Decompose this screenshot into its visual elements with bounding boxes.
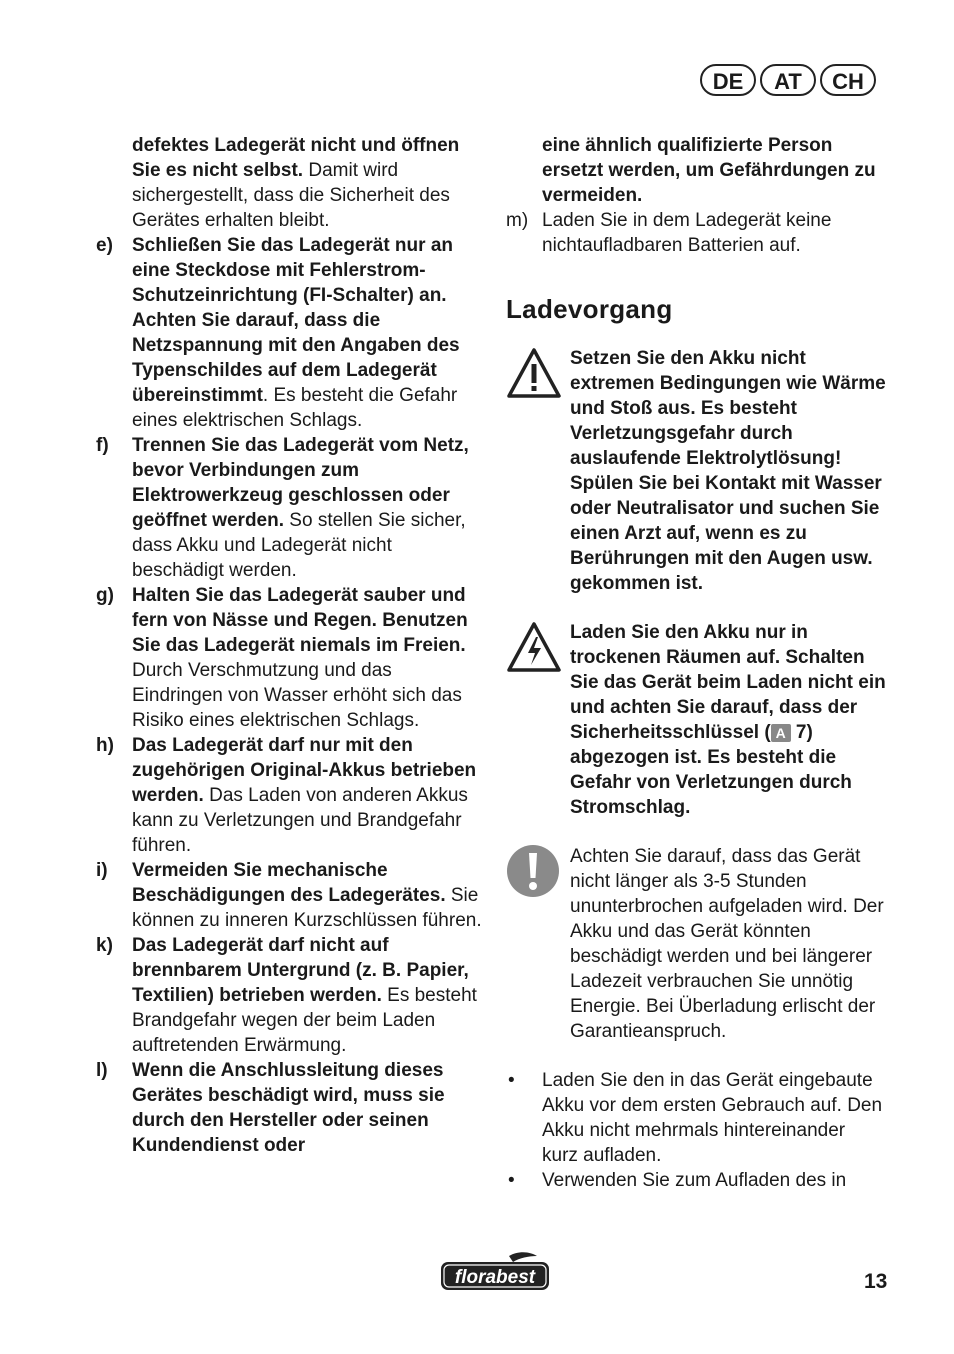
list-item-l (96, 1058, 486, 1158)
note-text: Achten Sie darauf, dass das Gerät nicht länger als 3-5 Stunden ununterbrochen aufgeladen wird. Der Akku und das Gerät könnten beschädigt werden und bei längerer Ladezeit verbrauchen Sie unnötig Energie. Bei Überladung erlischt der Garantieanspruch. (570, 846, 884, 1042)
item-text: Es besteht Brandgefahr wegen der beim Laden auftretenden Erwärmung. (132, 985, 477, 1056)
language-badges (700, 64, 876, 96)
item-label: h) (96, 735, 114, 756)
item-bold: Trennen Sie das Ladegerät vom Netz, bevor Verbindungen zum Elektrowerkzeug geschlossen oder geöffnet werden. (132, 435, 469, 531)
item-text: Sie können zu inneren Kurzschlüssen führen. (132, 885, 482, 931)
item-bold: Schließen Sie das Ladegerät nur an eine Steckdose mit Fehlerstrom-Schutzeinrichtung (FI-Schalter) an. Achten Sie darauf, dass die Netzspannung mit den Angaben des Typenschildes auf dem Ladegerät übereinstimmt (132, 235, 460, 406)
lang-badge-de: DE (700, 64, 756, 96)
list-item-i (96, 858, 486, 933)
item-label: f) (96, 435, 109, 456)
note-block (506, 844, 886, 1044)
item-bold: Halten Sie das Ladegerät sauber und fern von Nässe und Regen. Benutzen Sie das Ladegerät niemals im Freien. (132, 585, 468, 656)
item-label: e) (96, 235, 113, 256)
list-item-m (506, 208, 886, 258)
exclamation-circle-icon (506, 844, 560, 905)
item-bold: Wenn die Anschlussleitung dieses Gerätes beschädigt wird, muss sie durch den Hersteller oder seinen Kundendienst oder (132, 1060, 445, 1156)
lang-badge-ch: CH (820, 64, 876, 96)
item-text: So stellen Sie sicher, dass Akku und Ladegerät nicht beschädigt werden. (132, 510, 466, 581)
right-column (506, 133, 886, 1193)
warning-block-general (506, 346, 886, 596)
item-text: Das Laden von anderen Akkus kann zu Verletzungen und Brandgefahr führen. (132, 785, 468, 856)
item-bold: Das Ladegerät darf nicht auf brennbarem Untergrund (z. B. Papier, Textilien) betrieben werden. (132, 935, 469, 1006)
bullet-item (506, 1068, 886, 1168)
lang-badge-at: AT (760, 64, 816, 96)
warning-text: Setzen Sie den Akku nicht extremen Bedingungen wie Wärme und Stoß aus. Es besteht Verletzungsgefahr durch auslaufende Elektrolytlösung! Spülen Sie bei Kontakt mit Wasser oder Neutralisator und suchen Sie einen Arzt auf, wenn es zu Berührungen mit den Augen usw. gekommen ist. (570, 348, 886, 594)
svg-text:florabest: florabest (454, 1267, 536, 1288)
list-item-g (96, 583, 486, 733)
warning-triangle-icon (506, 346, 562, 407)
bullet-item (506, 1168, 886, 1193)
cont-bold: defektes Ladegerät nicht und öffnen Sie es nicht selbst. (132, 135, 460, 181)
left-column (96, 133, 486, 1158)
electric-warning-icon (506, 620, 562, 681)
item-bold: Vermeiden Sie mechanische Beschädigungen des Ladegerätes. (132, 860, 446, 906)
warning-text-part2: 7) abgezogen ist. Es besteht die Gefahr von Verletzungen durch Stromschlag. (570, 722, 852, 818)
bullet-dot: • (508, 1170, 515, 1191)
item-bold: Das Ladegerät darf nur mit den zugehörigen Original-Akkus betrieben werden. (132, 735, 477, 806)
brand-logo (439, 1250, 551, 1297)
list-item-e (96, 233, 486, 433)
item-text: Durch Verschmutzung und das Eindringen von Wasser erhöht sich das Risiko eines elektrischen Schlags. (132, 660, 462, 731)
item-label: k) (96, 935, 113, 956)
warning-text-part1: Laden Sie den Akku nur in trockenen Räumen auf. Schalten Sie das Gerät beim Laden nicht ein und achten Sie darauf, dass der Sicherheitsschlüssel ( (570, 622, 886, 743)
warning-block-electric (506, 620, 886, 820)
cont-bold: eine ähnlich qualifizierte Person ersetzt werden, um Gefährdungen zu vermeiden. (542, 135, 876, 206)
item-label: m) (506, 210, 529, 231)
warning-text (570, 622, 886, 818)
continued-paragraph (506, 133, 886, 208)
item-label: l) (96, 1060, 108, 1081)
bullet-text: Laden Sie den in das Gerät eingebaute Akku vor dem ersten Gebrauch auf. Den Akku nicht mehrmals hintereinander kurz aufladen. (542, 1070, 883, 1166)
page-number: 13 (864, 1270, 888, 1293)
bullet-dot: • (508, 1070, 515, 1091)
list-item-k (96, 933, 486, 1058)
list-item-f (96, 433, 486, 583)
item-text: . Es besteht die Gefahr eines elektrischen Schlags. (132, 385, 458, 431)
cont-text: Damit wird sichergestellt, dass die Sicherheit des Gerätes erhalten bleibt. (132, 160, 450, 231)
item-text: Laden Sie in dem Ladegerät keine nichtaufladbaren Batterien auf. (542, 210, 832, 256)
list-item-h (96, 733, 486, 858)
continued-paragraph (96, 133, 486, 233)
figure-ref-badge: A (771, 724, 791, 742)
section-heading: Ladevorgang (506, 294, 673, 324)
bullet-text: Verwenden Sie zum Aufladen des in (542, 1170, 847, 1191)
item-label: g) (96, 585, 114, 606)
item-label: i) (96, 860, 108, 881)
